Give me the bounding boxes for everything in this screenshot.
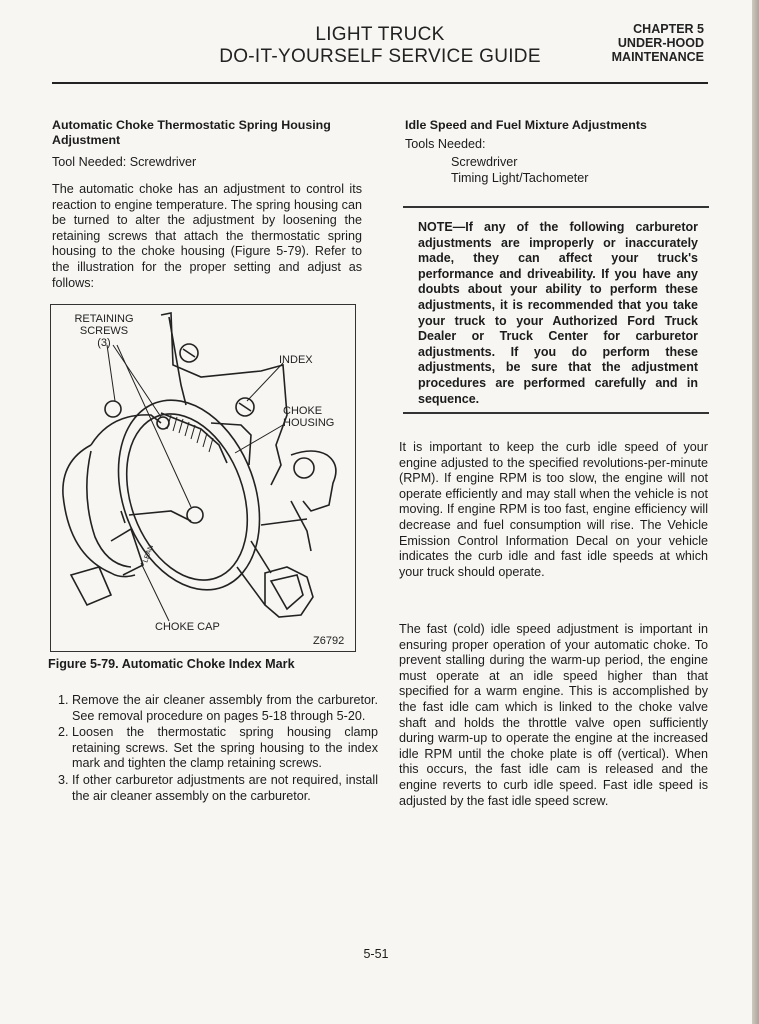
- header-rule: [52, 82, 708, 84]
- label-index: INDEX: [279, 354, 313, 366]
- adjustment-steps: [52, 693, 378, 805]
- section-heading-idle: Idle Speed and Fuel Mixture Adjustments: [405, 118, 647, 132]
- note-warning: NOTE—If any of the following carburetor adjustments are improperly or inaccurately made, they can affect your truck's performance and driveability. If you have any doubts about your ability to perform these adjustments, it is recommended that you take your truck to your Authorized Ford Truck Dealer or Truck Center for carburetor adjustments. If you do perform these adjustments, be sure that the adjustment procedures are performed carefully and in sequence.: [418, 220, 698, 406]
- tools-needed: [405, 136, 588, 186]
- step-item: 3. If other carburetor adjustments are not required, install the air cleaner assembly on the carburetor.: [72, 773, 378, 804]
- label-retaining-line2: SCREWS: [79, 325, 129, 337]
- left-column: [52, 118, 362, 291]
- label-figure-code: Z6792: [313, 635, 345, 647]
- lean-mark: LEAN: [142, 544, 156, 564]
- label-retaining-screws: [69, 313, 139, 349]
- figure-caption: Figure 5-79. Automatic Choke Index Mark: [48, 657, 295, 671]
- label-choke-line2: HOUSING: [283, 417, 335, 429]
- tool-needed: Tool Needed: Screwdriver: [52, 155, 197, 169]
- section-heading-choke: Automatic Choke Thermostatic Spring Housing Adjustment: [52, 118, 331, 147]
- step-item: 2. Loosen the thermostatic spring housing clamp retaining screws. Set the spring housing to the index mark and tighten the clamp retaining screws.: [72, 725, 378, 772]
- tools-label: Tools Needed:: [405, 137, 486, 151]
- label-choke-line1: CHOKE: [283, 405, 323, 417]
- tool-item: Timing Light/Tachometer: [451, 171, 589, 185]
- header-title-line2: DO-IT-YOURSELF SERVICE GUIDE: [219, 46, 541, 67]
- header-title-line1: LIGHT TRUCK: [315, 24, 445, 45]
- curb-idle-paragraph: It is important to keep the curb idle speed of your engine adjusted to the specified revolutions-per-minute (RPM). If engine RPM is too slow, the engine will not operate efficiently and may stall when the vehicle is not moving. If engine RPM is too fast, engine efficiency will decrease and fuel consumption will rise. The Vehicle Emission Control Information Decal on your vehicle indicates the curb idle and fast idle speeds at which your truck should operate.: [399, 440, 708, 579]
- fast-idle-paragraph: The fast (cold) idle speed adjustment is important in ensuring proper operation of your automatic choke. To prevent stalling during the warm-up period, the engine must operate at an idle speed higher than that specified for a warm engine. This is accomplished by the fast idle cam which is linked to the choke valve shaft and holds the throttle valve open sufficiently during warm-up to operate the engine at the increased idle RPM until the choke plate is off (vertical). When this occurs, the fast idle cam is released and the engine reverts to curb idle speed. Fast idle speed is adjusted by the fast idle speed screw.: [399, 622, 708, 808]
- step-item: 1. Remove the air cleaner assembly from the carburetor. See removal procedure on pages 5-18 through 5-20.: [72, 693, 378, 724]
- label-choke-housing: [283, 405, 334, 429]
- section-line2: MAINTENANCE: [611, 50, 704, 64]
- intro-paragraph: The automatic choke has an adjustment to control its reaction to engine temperature. The spring housing can be turned to alter the adjustment by loosening the retaining screws that attach the thermostatic spring housing to the choke housing (Figure 5-79). Refer to the illustration for the proper setting and adjust as follows:: [52, 182, 362, 290]
- label-retaining-line1: RETAINING: [74, 313, 134, 325]
- page-number: 5-51: [363, 947, 389, 961]
- page-edge: [752, 0, 759, 1024]
- note-bottom-rule: [403, 412, 709, 414]
- label-choke-cap: CHOKE CAP: [155, 621, 220, 633]
- chapter-block: [612, 22, 704, 64]
- note-top-rule: [403, 206, 709, 208]
- figure-choke-index: [50, 304, 356, 652]
- chapter-label: CHAPTER 5: [633, 22, 704, 36]
- label-retaining-line3: (3): [97, 337, 111, 349]
- section-line1: UNDER-HOOD: [617, 36, 704, 50]
- tool-item: Screwdriver: [451, 155, 518, 169]
